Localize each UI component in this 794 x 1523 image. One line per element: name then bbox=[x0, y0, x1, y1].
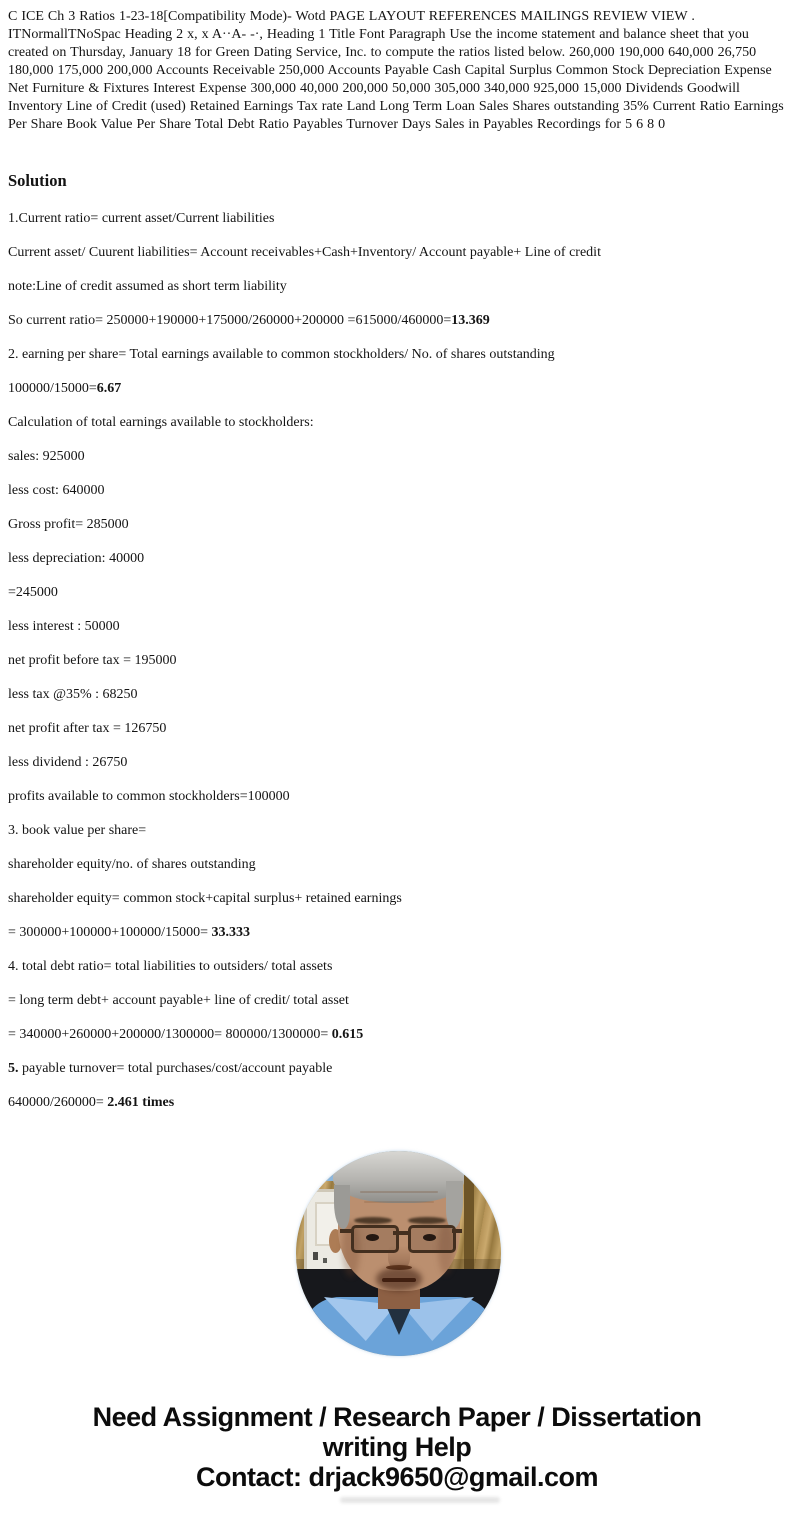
solution-heading: Solution bbox=[8, 171, 67, 190]
solution-line: Calculation of total earnings available to stockholders: bbox=[8, 415, 314, 430]
promo-line-1: Need Assignment / Research Paper / Dissertation bbox=[92, 1402, 702, 1432]
photo-glasses-temple-right bbox=[452, 1229, 462, 1233]
solution-line: note:Line of credit assumed as short term liability bbox=[8, 279, 287, 294]
photo-eyebrow-right bbox=[408, 1217, 446, 1224]
photo-eye-right bbox=[423, 1234, 436, 1241]
promo-footer bbox=[0, 1402, 794, 1492]
solution-line: 3. book value per share= bbox=[8, 823, 147, 838]
solution-line: =245000 bbox=[8, 585, 58, 600]
solution-line: net profit after tax = 126750 bbox=[8, 721, 167, 736]
solution-line: less interest : 50000 bbox=[8, 619, 120, 634]
photo-hair-side-left bbox=[334, 1185, 350, 1229]
solution-line: profits available to common stockholders=100000 bbox=[8, 789, 290, 804]
solution-line: = long term debt+ account payable+ line of credit/ total asset bbox=[8, 993, 349, 1008]
solution-line: less dividend : 26750 bbox=[8, 755, 128, 770]
ghost-text-artifact bbox=[340, 1497, 500, 1503]
photo-glasses-bridge bbox=[393, 1231, 409, 1235]
solution-line: = 300000+100000+100000/15000= 33.333 bbox=[8, 925, 250, 940]
photo-door-mark2 bbox=[323, 1258, 327, 1263]
solution-line: 5. payable turnover= total purchases/cost/account payable bbox=[8, 1061, 333, 1076]
solution-line: shareholder equity/no. of shares outstanding bbox=[8, 857, 256, 872]
solution-line: shareholder equity= common stock+capital surplus+ retained earnings bbox=[8, 891, 402, 906]
photo-door-mark bbox=[313, 1252, 318, 1260]
solution-line: 640000/260000= 2.461 times bbox=[8, 1095, 175, 1110]
solution-line: net profit before tax = 195000 bbox=[8, 653, 177, 668]
photo-gray-hair bbox=[333, 1151, 464, 1203]
solution-line: sales: 925000 bbox=[8, 449, 85, 464]
photo-glasses-temple-left bbox=[340, 1229, 352, 1233]
solution-line: So current ratio= 250000+190000+175000/260000+200000 =615000/460000=13.369 bbox=[8, 313, 490, 328]
solution-line: 100000/15000=6.67 bbox=[8, 381, 122, 396]
solution-line: Current asset/ Cuurent liabilities= Account receivables+Cash+Inventory/ Account payable+ Line of credit bbox=[8, 245, 601, 260]
promo-line-2: writing Help bbox=[322, 1432, 472, 1462]
solution-lines bbox=[8, 210, 788, 1128]
solution-line: 4. total debt ratio= total liabilities to outsiders/ total assets bbox=[8, 959, 333, 974]
photo-eyebrow-left bbox=[354, 1217, 392, 1224]
header-ocr-paragraph: C ICE Ch 3 Ratios 1-23-18[Compatibility Mode)- Wotd PAGE LAYOUT REFERENCES MAILINGS REVIEW VIEW . ITNormallTNoSpac Heading 2 x, x A··A- -·, Heading 1 Title Font Paragraph Use the income statement and balance sheet that you created on Thursday, January 18 for Green Dating Service, Inc. to compute the ratios listed below. 260,000 190,000 640,000 26,750 180,000 175,000 200,000 Accounts Receivable 250,000 Accounts Payable Cash Capital Surplus Common Stock Depreciation Expense Net Furniture & Fixtures Interest Expense 300,000 40,000 200,000 50,000 305,000 340,000 925,000 15,000 Dividends Goodwill Inventory Line of Credit (used) Retained Earnings Tax rate Land Long Term Loan Sales Shares outstanding 35% Current Ratio Earnings Per Share Book Value Per Share Total Debt Ratio Payables Turnover Days Sales in Payables Recordings for 5 6 8 0 bbox=[8, 9, 784, 132]
photo-mouth bbox=[382, 1278, 416, 1282]
solution-line: less cost: 640000 bbox=[8, 483, 105, 498]
tutor-photo bbox=[296, 1151, 501, 1356]
solution-line: Gross profit= 285000 bbox=[8, 517, 129, 532]
solution-line: less tax @35% : 68250 bbox=[8, 687, 138, 702]
photo-forehead-line2 bbox=[364, 1201, 434, 1203]
promo-line-3: Contact: drjack9650@gmail.com bbox=[196, 1462, 598, 1492]
photo-eye-left bbox=[366, 1234, 379, 1241]
solution-line: 2. earning per share= Total earnings available to common stockholders/ No. of shares outstanding bbox=[8, 347, 555, 362]
solution-line: 1.Current ratio= current asset/Current liabilities bbox=[8, 211, 275, 226]
photo-hair-side-right bbox=[446, 1181, 463, 1229]
solution-line: less depreciation: 40000 bbox=[8, 551, 145, 566]
solution-line: = 340000+260000+200000/1300000= 800000/1300000= 0.615 bbox=[8, 1027, 364, 1042]
photo-forehead-line bbox=[360, 1191, 438, 1193]
